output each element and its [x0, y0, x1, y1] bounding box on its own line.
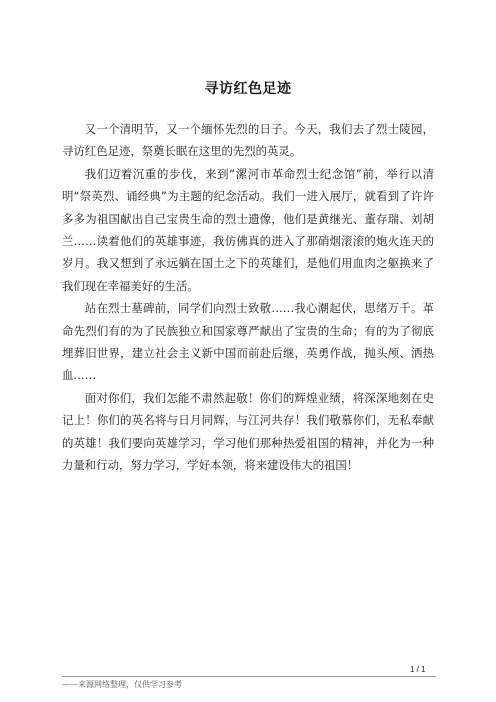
paragraph-3: 站在烈士墓碑前，同学们向烈士致敬……我心潮起伏，思绪万千。革命先烈们有的为了民族独立和国家尊严献出了宝贵的生命；有的为了彻底埋葬旧世界，建立社会主义新中国而前赴后继，英勇作战，抛头颅、洒热血…… — [62, 301, 434, 383]
footer-source-note: ——来源网络整理，仅供学习参考 — [62, 680, 182, 689]
paragraph-1: 又一个清明节，又一个缅怀先烈的日子。今天，我们去了烈士陵园，寻访红色足迹，祭奠长眠在这里的先烈的英灵。 — [62, 122, 434, 159]
footer-divider — [62, 676, 436, 677]
document-body — [62, 118, 434, 477]
paragraph-4: 面对你们，我们怎能不肃然起敬！你们的辉煌业绩，将深深地刻在史记上！你们的英名将与日月同辉，与江河共存！我们敬慕你们，无私奉献的英雄！我们要向英雄学习，学习他们那种热爱祖国的精神，并化为一种力量和行动，努力学习，学好本领，将来建设伟大的祖国！ — [62, 390, 434, 473]
page-number: 1 / 1 — [410, 665, 426, 674]
paragraph-2: 我们迈着沉重的步伐，来到“漯河市革命烈士纪念馆”前，举行以清明“祭英烈、诵经典”为主题的纪念活动。我们一进入展厅，就看到了许许多多为祖国献出自己宝贵生命的烈士遗像，他们是黄继光、董存瑞、刘胡兰……读着他们的英雄事迹，我仿佛真的进入了那硝烟滚滚的炮火连天的岁月。我又想到了永远躺在国土之下的英雄们，是他们用血肉之躯换来了我们现在幸福美好的生活。 — [62, 166, 434, 293]
document-title: 寻访红色足迹 — [204, 81, 292, 97]
